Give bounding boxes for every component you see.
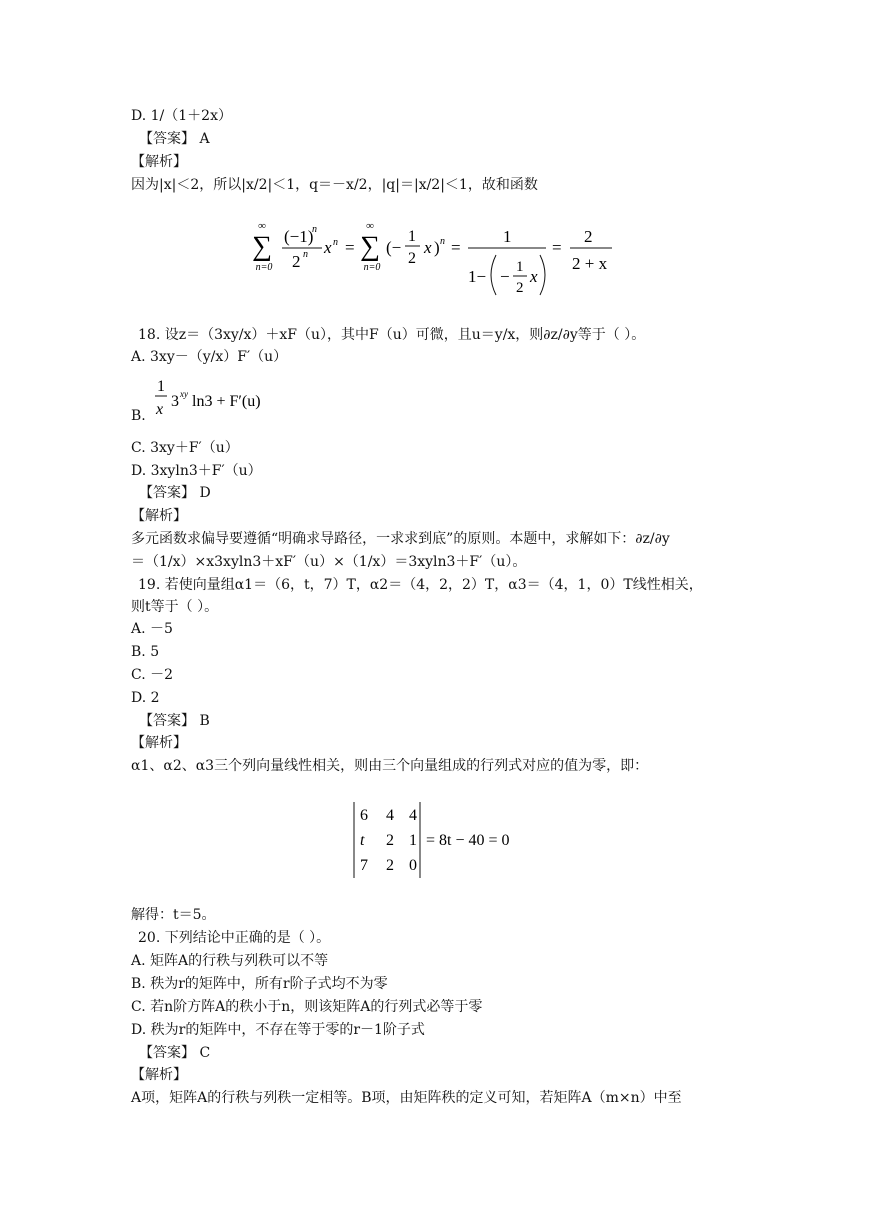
- sum2-upper: ∞: [366, 220, 374, 232]
- q18-option-a: A. 3xy－（y/x）F′（u）: [131, 349, 288, 365]
- det-cell: t: [360, 832, 365, 849]
- frac1-den: 2: [292, 252, 301, 271]
- frac3-inner-x: x: [530, 267, 538, 286]
- frac1-num: (−1): [284, 227, 314, 246]
- q18-answer: 【答案】 D: [139, 485, 211, 501]
- frac3-inner-num: 1: [516, 259, 524, 275]
- x-exp: n: [333, 237, 338, 248]
- x-term-2: x: [424, 238, 432, 257]
- q19-analysis-heading: 【解析】: [131, 735, 187, 751]
- q20-analysis-heading: 【解析】: [131, 1067, 187, 1083]
- b-three: 3: [171, 393, 179, 410]
- q17-answer: 【答案】 A: [139, 131, 210, 147]
- big-paren-right: [540, 255, 545, 295]
- q18-analysis-line2: ＝（1/x）×x3xyln3＋xF′（u）×（1/x）＝3xyln3＋F′（u）。: [131, 554, 527, 570]
- frac3-den-prefix: 1−: [468, 267, 487, 286]
- q20-option-c: C. 若n阶方阵A的秩小于n，则该矩阵A的行列式必等于零: [131, 999, 483, 1015]
- q20-analysis-text: A项，矩阵A的行秩与列秩一定相等。B项，由矩阵秩的定义可知，若矩阵A（m×n）中至: [131, 1090, 682, 1106]
- det-cell: 4: [386, 807, 394, 824]
- det-cell: 2: [386, 832, 394, 849]
- frac3-den-minus: −: [500, 267, 510, 286]
- sum2-sigma: ∑: [360, 231, 380, 262]
- frac4-num: 2: [584, 227, 593, 246]
- eq1: =: [345, 238, 355, 257]
- b-exp: xy: [180, 389, 188, 399]
- sum1-upper: ∞: [258, 220, 266, 232]
- q19-analysis-text: α1、α2、α3三个列向量线性相关，则由三个向量组成的行列式对应的值为零，即：: [131, 758, 649, 774]
- q20-answer: 【答案】 C: [139, 1045, 211, 1061]
- q20-option-b: B. 秩为r的矩阵中，所有r阶子式均不为零: [131, 976, 388, 992]
- q18-analysis-heading: 【解析】: [131, 508, 187, 524]
- q19-option-b: B. 5: [131, 644, 160, 660]
- q17-analysis-text: 因为|x|＜2，所以|x/2|＜1，q＝－x/2，|q|＝|x/2|＜1，故和函数: [131, 177, 538, 193]
- det-cell: 4: [409, 807, 417, 824]
- q18-option-b-formula: [154, 376, 284, 420]
- q18-option-d: D. 3xyln3＋F′（u）: [131, 463, 262, 479]
- det-cell: 2: [386, 857, 394, 874]
- determinant-formula: [350, 800, 530, 880]
- q19-option-d: D. 2: [131, 690, 160, 706]
- q19-answer: 【答案】 B: [139, 713, 210, 729]
- q19-solution: 解得：t＝5。: [131, 907, 216, 923]
- q19-stem-line2: 则t等于（ ）。: [131, 599, 219, 615]
- q18-stem: 18. 设z＝（3xy/x）＋xF（u），其中F（u）可微，且u＝y/x，则∂z/∂y等于（ ）。: [138, 327, 646, 343]
- paren-exp: n: [440, 236, 445, 247]
- frac1-num-exp: n: [312, 224, 317, 235]
- frac3-inner-den: 2: [516, 280, 524, 296]
- sum1-sigma: ∑: [252, 231, 272, 262]
- b-frac-num: 1: [157, 378, 165, 395]
- sum2-lower: n=0: [363, 262, 381, 273]
- paren-close: ): [434, 238, 440, 257]
- eq3: =: [552, 238, 562, 257]
- x-term: x: [324, 238, 332, 257]
- frac1-den-exp: n: [303, 249, 308, 260]
- det-result: = 8t − 40 = 0: [426, 832, 510, 849]
- b-rest: ln3 + F′(u): [192, 393, 261, 410]
- frac3-num: 1: [503, 227, 512, 246]
- frac4-den: 2 + x: [572, 254, 608, 273]
- det-cell: 0: [409, 857, 417, 874]
- q19-stem-line1: 19. 若使向量组α1＝（6，t，7）T，α2＝（4，2，2）T，α3＝（4，1，0）T线性相关，: [138, 577, 703, 593]
- b-frac-den: x: [156, 401, 164, 418]
- det-cell: 7: [360, 857, 368, 874]
- q18-option-c: C. 3xy＋F′（u）: [131, 440, 239, 456]
- q17-analysis-heading: 【解析】: [131, 154, 187, 170]
- q19-option-c: C. －2: [131, 667, 174, 683]
- q17-option-d: D. 1/（1＋2x）: [131, 108, 232, 124]
- big-paren-left: [491, 255, 496, 295]
- q18-option-b-label: B.: [131, 408, 146, 424]
- half-den: 2: [408, 250, 416, 267]
- half-num: 1: [408, 228, 416, 245]
- sum-formula: [248, 215, 628, 305]
- q20-option-d: D. 秩为r的矩阵中，不存在等于零的r－1阶子式: [131, 1022, 425, 1038]
- q18-analysis-line1: 多元函数求偏导要遵循“明确求导路径，一求求到底”的原则。本题中，求解如下：∂z/∂y: [131, 531, 670, 547]
- paren-open: (−: [386, 238, 402, 257]
- q20-stem: 20. 下列结论中正确的是（ ）。: [138, 930, 331, 946]
- det-cell: 1: [409, 832, 417, 849]
- sum1-lower: n=0: [255, 262, 273, 273]
- det-cell: 6: [360, 807, 368, 824]
- q19-option-a: A. －5: [131, 621, 173, 637]
- eq2: =: [451, 238, 461, 257]
- q20-option-a: A. 矩阵A的行秩与列秩可以不等: [131, 953, 329, 969]
